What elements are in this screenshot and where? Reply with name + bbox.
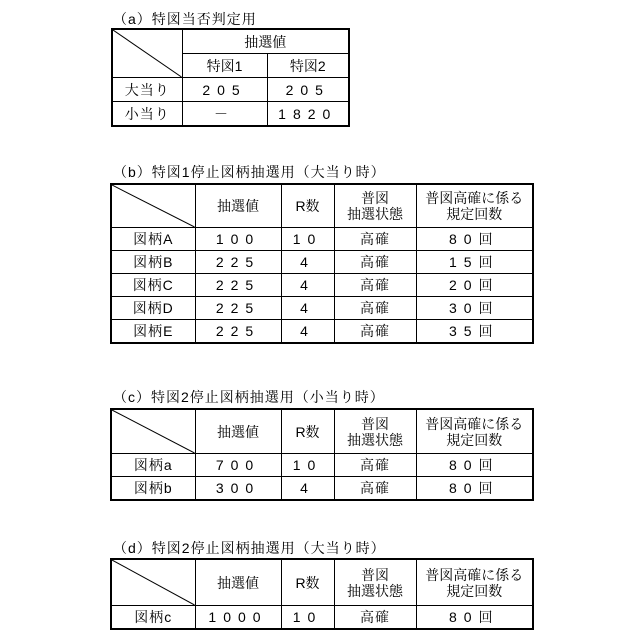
- row-label: 図柄B: [111, 251, 195, 274]
- col-header-lottery-value: 抽選値: [195, 559, 281, 606]
- table-row: [111, 320, 533, 344]
- cell-r-count: 10: [281, 228, 334, 251]
- row-label: 図柄A: [111, 228, 195, 251]
- header-line: 普図: [361, 566, 389, 583]
- col-header-tokuzu1: 特図1: [182, 54, 267, 78]
- section-a-title: （a）特図当否判定用: [113, 11, 257, 27]
- col-header-r-count: R数: [281, 559, 334, 606]
- cell-value: 205: [267, 78, 349, 102]
- cell-value: 225: [195, 251, 281, 274]
- table-row: [111, 297, 533, 320]
- row-label: 図柄b: [111, 477, 195, 501]
- header-line: 普図高確に係る: [425, 566, 524, 583]
- header-line: 普図: [361, 415, 389, 432]
- cell-state: 高確: [334, 320, 416, 344]
- header-line: 抽選状態: [347, 206, 403, 222]
- cell-value: 1000: [195, 606, 281, 630]
- diagonal-line: [112, 560, 195, 605]
- cell-count: 15回: [416, 251, 533, 274]
- header-line: 普図高確に係る: [425, 190, 524, 206]
- col-header-lottery-value: 抽選値: [195, 409, 281, 454]
- col-header-fuzu-state: [334, 559, 416, 606]
- row-label: 図柄c: [111, 606, 195, 630]
- table-a: [111, 28, 350, 127]
- header-line: 規定回数: [446, 431, 503, 448]
- cell-state: 高確: [334, 477, 416, 501]
- diagonal-header-cell: [111, 409, 195, 454]
- row-label: 図柄a: [111, 454, 195, 477]
- cell-value: 205: [182, 78, 267, 102]
- section-c-title: （c）特図2停止図柄抽選用（小当り時）: [113, 389, 385, 405]
- section-d-title: （d）特図2停止図柄抽選用（大当り時）: [113, 540, 386, 556]
- col-header-regulated-count: [416, 184, 533, 228]
- col-header-r-count: R数: [281, 409, 334, 454]
- diagonal-header-cell: [111, 184, 195, 228]
- row-label: 大当り: [112, 78, 182, 102]
- row-label: 図柄D: [111, 297, 195, 320]
- header-line: 普図: [361, 190, 389, 206]
- cell-value: 1820: [267, 102, 349, 127]
- table-row: [112, 78, 349, 102]
- cell-count: 80回: [416, 228, 533, 251]
- row-label: 図柄C: [111, 274, 195, 297]
- cell-r-count: 4: [281, 297, 334, 320]
- col-header-regulated-count: [416, 409, 533, 454]
- cell-value: 700: [195, 454, 281, 477]
- cell-count: 80回: [416, 477, 533, 501]
- cell-r-count: 4: [281, 251, 334, 274]
- table-d: [110, 558, 534, 630]
- col-group-header-lottery-value: 抽選値: [182, 29, 349, 54]
- header-line: 規定回数: [446, 206, 503, 222]
- table-row: [111, 251, 533, 274]
- cell-count: 20回: [416, 274, 533, 297]
- table-row: [112, 102, 349, 127]
- cell-r-count: 10: [281, 454, 334, 477]
- table-c: [110, 408, 534, 501]
- header-line: 抽選状態: [347, 582, 403, 599]
- diagonal-line: [112, 185, 195, 227]
- cell-r-count: 10: [281, 606, 334, 630]
- col-header-r-count: R数: [281, 184, 334, 228]
- section-b-title: （b）特図1停止図柄抽選用（大当り時）: [113, 164, 386, 180]
- col-header-fuzu-state: [334, 409, 416, 454]
- row-label: 小当り: [112, 102, 182, 127]
- header-line: 普図高確に係る: [425, 415, 524, 432]
- table-c-header-row: [111, 409, 533, 454]
- table-row: [111, 454, 533, 477]
- diagonal-line: [112, 410, 195, 453]
- row-label: 図柄E: [111, 320, 195, 344]
- cell-r-count: 4: [281, 477, 334, 501]
- cell-r-count: 4: [281, 274, 334, 297]
- cell-value: 225: [195, 297, 281, 320]
- cell-count: 80回: [416, 606, 533, 630]
- cell-value: 300: [195, 477, 281, 501]
- cell-count: 80回: [416, 454, 533, 477]
- table-row: [111, 274, 533, 297]
- diagonal-header-cell: [112, 29, 182, 78]
- cell-state: 高確: [334, 228, 416, 251]
- table-row: [111, 606, 533, 630]
- cell-value: 225: [195, 320, 281, 344]
- header-line: 抽選状態: [347, 431, 403, 448]
- table-b: [110, 183, 534, 344]
- cell-state: 高確: [334, 251, 416, 274]
- col-header-tokuzu2: 特図2: [267, 54, 349, 78]
- diagonal-header-cell: [111, 559, 195, 606]
- header-line: 規定回数: [446, 582, 503, 599]
- cell-state: 高確: [334, 297, 416, 320]
- cell-value: 100: [195, 228, 281, 251]
- cell-state: 高確: [334, 606, 416, 630]
- cell-state: 高確: [334, 454, 416, 477]
- table-d-header-row: [111, 559, 533, 606]
- table-b-header-row: [111, 184, 533, 228]
- cell-state: 高確: [334, 274, 416, 297]
- col-header-regulated-count: [416, 559, 533, 606]
- col-header-fuzu-state: [334, 184, 416, 228]
- diagonal-line: [113, 30, 182, 77]
- col-header-lottery-value: 抽選値: [195, 184, 281, 228]
- cell-value: －: [182, 102, 267, 127]
- cell-r-count: 4: [281, 320, 334, 344]
- table-row: [111, 228, 533, 251]
- cell-count: 35回: [416, 320, 533, 344]
- table-row: [111, 477, 533, 501]
- cell-value: 225: [195, 274, 281, 297]
- table-a-header-row-1: [112, 29, 349, 54]
- cell-count: 30回: [416, 297, 533, 320]
